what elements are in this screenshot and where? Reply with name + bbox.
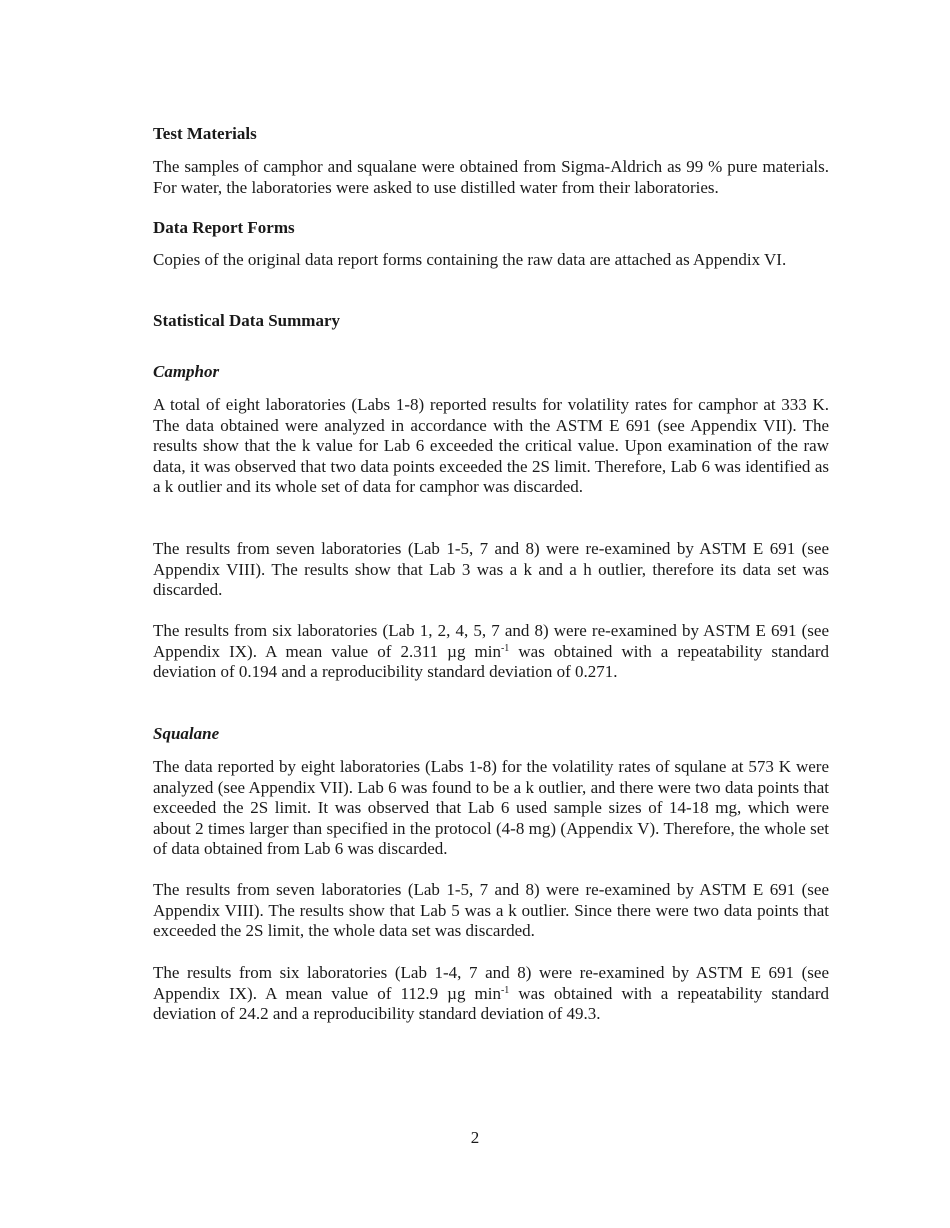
camphor-3-superscript: -1 [500, 642, 510, 654]
camphor-3-text-b: was obtained with a repeatability standard deviation of 0.194 and a reproducibility standard deviation of 0.271. [153, 641, 829, 681]
paragraph-squalane-2: The results from seven laboratories (Lab 1-5, 7 and 8) were re-examined by ASTM E 691 (see Appendix VIII). The results show that Lab 5 was a k outlier. Since there were two data points that exceeded the 2S limit, the whole data set was discarded. [153, 880, 829, 940]
heading-squalane: Squalane [153, 724, 220, 743]
squalane-3-superscript: -1 [500, 984, 510, 996]
paragraph-camphor-3 [153, 621, 829, 683]
camphor-3-text-a: The results from six laboratories (Lab 1, 2, 4, 5, 7 and 8) were re-examined by ASTM E 691 (see Appendix IX). A mean value of 2.311 µg min [153, 621, 829, 661]
paragraph-camphor-2: The results from seven laboratories (Lab 1-5, 7 and 8) were re-examined by ASTM E 691 (see Appendix VIII). The results show that Lab 3 was a k and a h outlier, therefore its data set was discarded. [153, 539, 829, 599]
heading-camphor: Camphor [153, 362, 220, 381]
paragraph-squalane-3 [153, 963, 829, 1025]
paragraph-squalane-1: The data reported by eight laboratories (Labs 1-8) for the volatility rates of squlane at 573 K were analyzed (see Appendix VII). Lab 6 was found to be a k outlier, and there were two data points that exceeded the 2S limit. It was observed that Lab 6 used sample sizes of 14-18 mg, which were about 2 times larger than specified in the protocol (4-8 mg) (Appendix V). Therefore, the whole set of data obtained from Lab 6 was discarded. [153, 757, 829, 858]
paragraph-camphor-1: A total of eight laboratories (Labs 1-8) reported results for volatility rates for camphor at 333 K. The data obtained were analyzed in accordance with the ASTM E 691 (see Appendix VII). The results show that the k value for Lab 6 exceeded the critical value. Upon examination of the raw data, it was observed that two data points exceeded the 2S limit. Therefore, Lab 6 was identified as a k outlier and its whole set of data for camphor was discarded. [153, 395, 829, 496]
heading-data-report-forms: Data Report Forms [153, 218, 295, 237]
squalane-3-text-b: was obtained with a repeatability standard deviation of 24.2 and a reproducibility standard deviation of 49.3. [153, 983, 829, 1023]
heading-test-materials: Test Materials [153, 124, 257, 143]
squalane-3-text-a: The results from six laboratories (Lab 1-4, 7 and 8) were re-examined by ASTM E 691 (see Appendix IX). A mean value of 112.9 µg min [153, 963, 829, 1003]
paragraph-data-report-forms: Copies of the original data report forms containing the raw data are attached as Appendix VI. [153, 250, 787, 269]
paragraph-test-materials: The samples of camphor and squalane were obtained from Sigma-Aldrich as 99 % pure materials. For water, the laboratories were asked to use distilled water from their laboratories. [153, 157, 829, 197]
page-number: 2 [470, 1128, 480, 1147]
heading-statistical-data-summary: Statistical Data Summary [153, 311, 340, 330]
